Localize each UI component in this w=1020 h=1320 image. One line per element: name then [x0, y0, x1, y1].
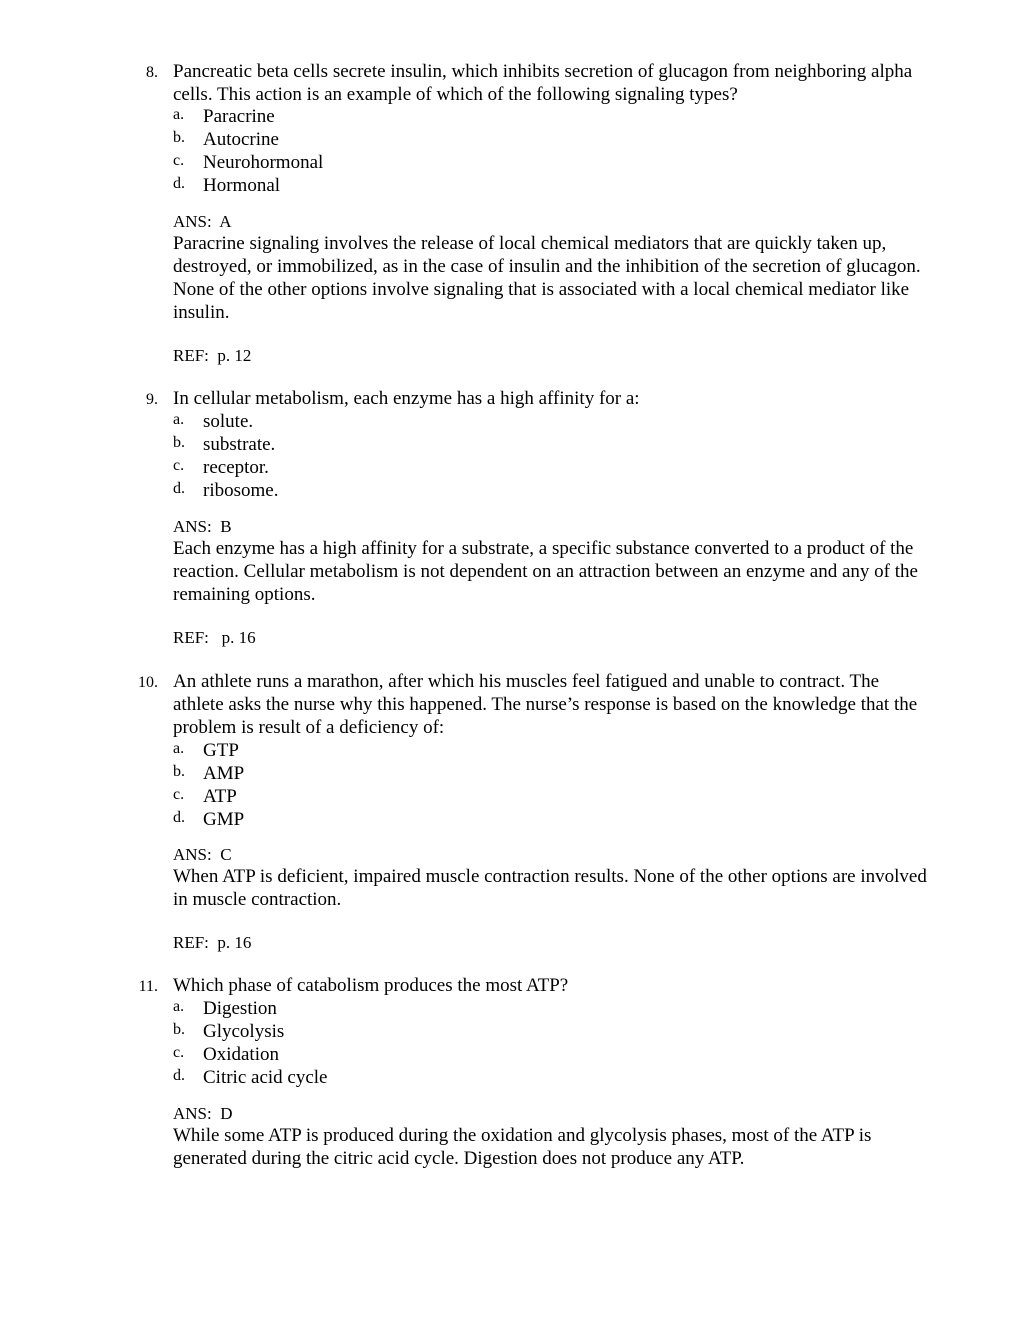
option-letter: b.: [173, 763, 185, 780]
answer-rationale: When ATP is deficient, impaired muscle contraction results. None of the other options are involved in muscle contraction.: [173, 866, 927, 910]
option-letter: a.: [173, 411, 185, 428]
option-letter: d.: [173, 809, 185, 826]
option-text: Glycolysis: [203, 1021, 285, 1042]
page-reference: REF: p. 12: [173, 346, 252, 365]
option-letter: c.: [173, 152, 185, 169]
option-letter: c.: [173, 457, 185, 474]
answer-rationale: While some ATP is produced during the oxidation and glycolysis phases, most of the ATP is generated during the citric acid cycle. Digestion does not produce any ATP.: [173, 1125, 872, 1169]
option-text: GMP: [203, 809, 245, 830]
option-text: Paracrine: [203, 106, 275, 127]
answer-key: ANS: A: [173, 212, 232, 231]
option-text: Digestion: [203, 998, 277, 1019]
option-text: solute.: [203, 411, 254, 432]
option-letter: b.: [173, 129, 185, 146]
answer-rationale: Paracrine signaling involves the release of local chemical mediators that are quickly taken up, destroyed, or immobilized, as in the case of insulin and the inhibition of the secretion of glucagon. None of the other options involve signaling that is associated with a local chemical mediator like insulin.: [173, 233, 921, 323]
page-reference: REF: p. 16: [173, 628, 256, 647]
answer-key: ANS: D: [173, 1104, 233, 1123]
question-text: An athlete runs a marathon, after which his muscles feel fatigued and unable to contract. The athlete asks the nurse why this happened. The nurse’s response is based on the knowledge that the problem is result of a deficiency of:: [173, 671, 918, 738]
option-letter: d.: [173, 175, 185, 192]
page-reference: REF: p. 16: [173, 933, 252, 952]
option-letter: a.: [173, 998, 185, 1015]
question-text: Which phase of catabolism produces the most ATP?: [173, 975, 569, 996]
option-text: Hormonal: [203, 175, 281, 196]
option-text: GTP: [203, 740, 239, 761]
option-text: ribosome.: [203, 480, 279, 501]
option-letter: c.: [173, 786, 185, 803]
question-number: 8.: [146, 64, 158, 81]
option-letter: b.: [173, 434, 185, 451]
option-text: receptor.: [203, 457, 269, 478]
option-text: ATP: [203, 786, 237, 807]
option-text: Oxidation: [203, 1044, 279, 1065]
option-letter: d.: [173, 480, 185, 497]
answer-key: ANS: B: [173, 517, 232, 536]
question-number: 10.: [138, 674, 158, 691]
question-number: 9.: [146, 391, 158, 408]
option-letter: c.: [173, 1044, 185, 1061]
option-letter: b.: [173, 1021, 185, 1038]
answer-rationale: Each enzyme has a high affinity for a substrate, a specific substance converted to a product of the reaction. Cellular metabolism is not dependent on an attraction between an enzyme and any of the remaining options.: [173, 538, 918, 605]
option-letter: d.: [173, 1067, 185, 1084]
option-letter: a.: [173, 740, 185, 757]
answer-key: ANS: C: [173, 845, 232, 864]
question-text: In cellular metabolism, each enzyme has a high affinity for a:: [173, 388, 640, 409]
option-text: substrate.: [203, 434, 276, 455]
option-text: AMP: [203, 763, 245, 784]
option-text: Autocrine: [203, 129, 279, 150]
option-text: Citric acid cycle: [203, 1067, 328, 1088]
option-letter: a.: [173, 106, 185, 123]
option-text: Neurohormonal: [203, 152, 324, 173]
question-number: 11.: [138, 978, 158, 995]
question-text: Pancreatic beta cells secrete insulin, which inhibits secretion of glucagon from neighboring alpha cells. This action is an example of which of the following signaling types?: [173, 61, 913, 105]
